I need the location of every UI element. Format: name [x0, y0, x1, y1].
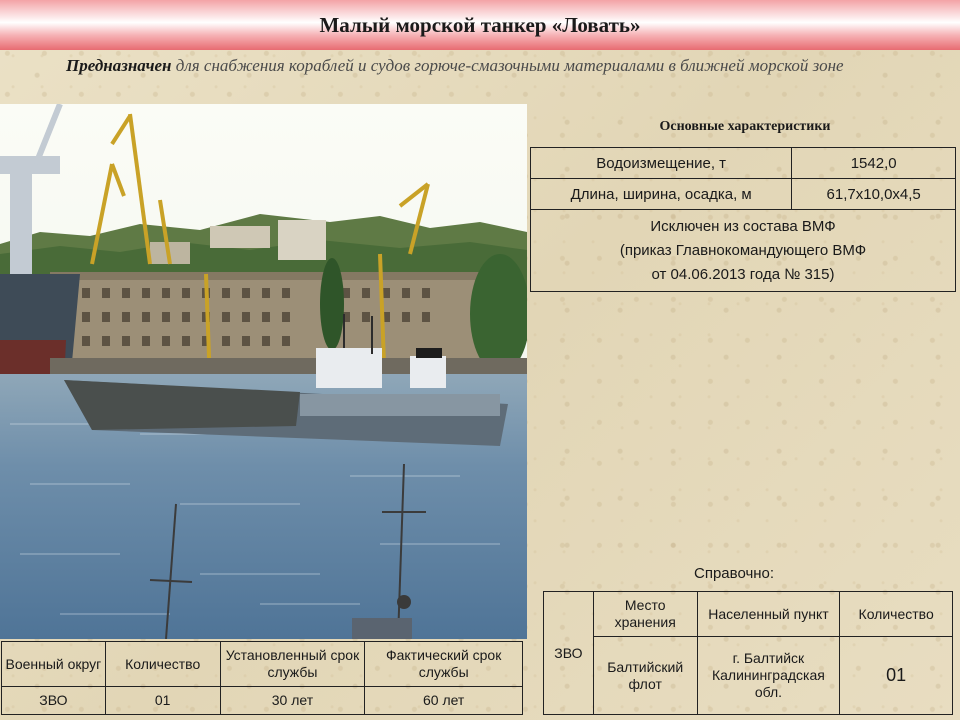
- page-title: Малый морской танкер «Ловать»: [319, 12, 641, 37]
- characteristic-name: Водоизмещение, т: [531, 148, 792, 179]
- column-header: Место хранения: [593, 592, 697, 637]
- column-header: Фактический срок службы: [365, 642, 523, 687]
- quantity-cell: 01: [840, 637, 953, 715]
- locality-cell: г. Балтийск Калининградская обл.: [697, 637, 840, 715]
- characteristic-value: 1542,0: [792, 148, 956, 179]
- service-table: [1, 641, 523, 715]
- table-row: [531, 148, 956, 179]
- table-row: [544, 592, 953, 637]
- set-life-cell: 30 лет: [220, 687, 365, 715]
- tanker-photo-illustration: [0, 104, 527, 639]
- storage-cell: Балтийский флот: [593, 637, 697, 715]
- tanker-photo: [0, 104, 527, 639]
- district-cell: ЗВО: [2, 687, 106, 715]
- column-header: Количество: [105, 642, 220, 687]
- note-line: Исключен из состава ВМФ: [650, 217, 836, 235]
- decommission-note: [531, 210, 956, 292]
- table-row: [544, 637, 953, 715]
- table-row: [2, 687, 523, 715]
- purpose-body: для снабжения кораблей и судов горюче-смазочными материалами в ближней морской зоне: [171, 56, 844, 75]
- characteristic-name: Длина, ширина, осадка, м: [531, 179, 792, 210]
- purpose-text: [8, 56, 952, 76]
- reference-table: [543, 591, 953, 715]
- note-line: от 04.06.2013 года № 315): [651, 265, 835, 283]
- column-header: Населенный пункт: [697, 592, 840, 637]
- column-header: Военный округ: [2, 642, 106, 687]
- column-header: Количество: [840, 592, 953, 637]
- characteristics-caption: Основные характеристики: [659, 119, 831, 134]
- table-row: [531, 210, 956, 292]
- district-label: ЗВО: [544, 592, 594, 715]
- reference-caption: Справочно:: [694, 565, 775, 582]
- title-bar: [0, 0, 960, 50]
- table-row: [531, 179, 956, 210]
- column-header: Установленный срок службы: [220, 642, 365, 687]
- purpose-lead: Предназначен: [66, 56, 172, 75]
- table-row: [2, 642, 523, 687]
- note-line: (приказ Главнокомандующего ВМФ: [619, 241, 867, 259]
- characteristics-table: [530, 147, 956, 292]
- actual-life-cell: 60 лет: [365, 687, 523, 715]
- characteristic-value: 61,7х10,0х4,5: [792, 179, 956, 210]
- quantity-cell: 01: [105, 687, 220, 715]
